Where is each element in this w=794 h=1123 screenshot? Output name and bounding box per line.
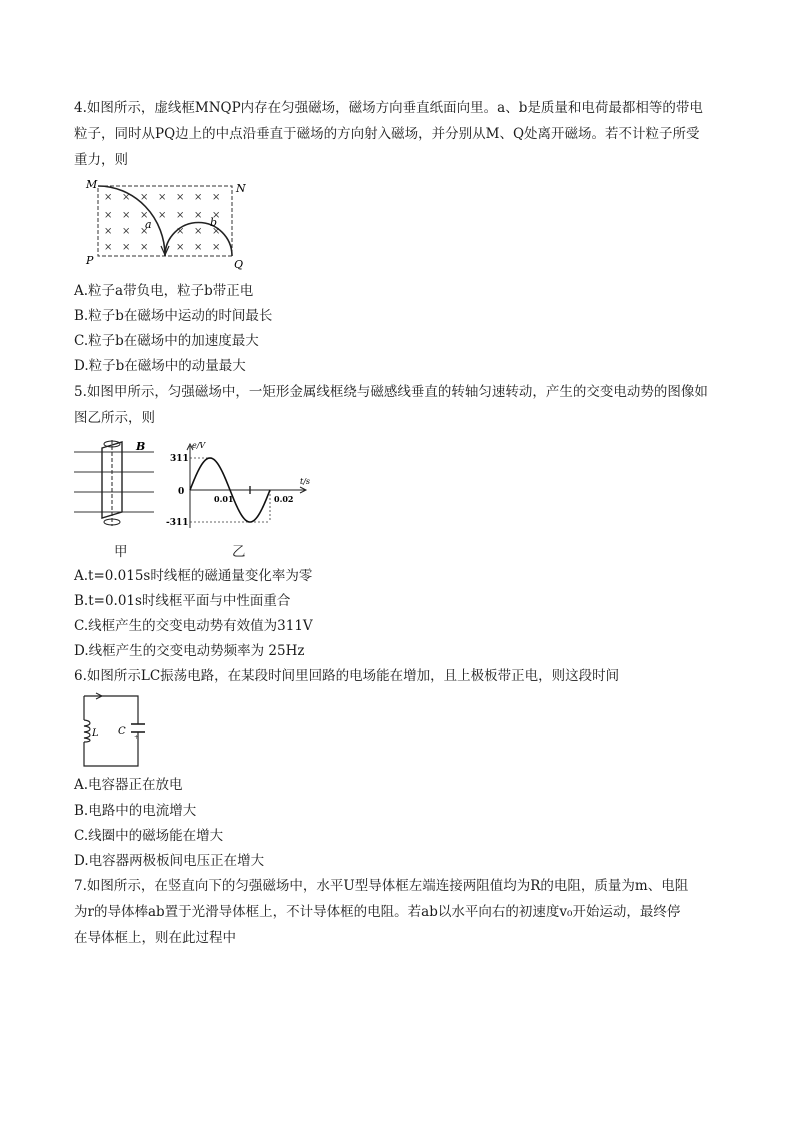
label-N: N: [236, 182, 246, 195]
label-311: 311: [170, 454, 189, 464]
q5-option-a[interactable]: A.t=0.015s时线框的磁通量变化率为零: [74, 568, 313, 584]
svg-text:×: ×: [212, 226, 221, 237]
label-neg-311: -311: [166, 518, 189, 528]
svg-text:+: +: [134, 734, 140, 741]
svg-text:×: ×: [176, 210, 185, 221]
svg-text:×: ×: [122, 242, 131, 253]
label-C: C: [118, 726, 126, 737]
label-b: b: [210, 216, 218, 229]
q4-magnetic-field-figure: [82, 178, 262, 270]
q4-option-a[interactable]: A.粒子a带负电，粒子b带正电: [74, 283, 254, 299]
q5-option-c[interactable]: C.线框产生的交变电动势有效值为311V: [74, 618, 313, 634]
q7-stem-line1: 7.如图所示，在竖直向下的匀强磁场中，水平U型导体框左端连接两阻值均为R的电阻，质量为m、电阻: [74, 878, 689, 894]
q6-lc-circuit-figure: [76, 692, 152, 770]
label-t-seconds: t/s: [300, 477, 311, 486]
inductor-coil: [84, 720, 90, 742]
q6-option-c[interactable]: C.线圈中的磁场能在增大: [74, 828, 224, 844]
q4-stem-line3: 重力，则: [74, 152, 128, 168]
q5-caption-yi: 乙: [232, 544, 246, 560]
label-M: M: [86, 178, 98, 191]
q7-stem-line2: 为r的导体棒ab置于光滑导体框上，不计导体框的电阻。若ab以水平向右的初速度v₀开始运动，最终停: [74, 904, 681, 920]
label-t-001: 0.01: [214, 494, 234, 504]
q4-option-c[interactable]: C.粒子b在磁场中的加速度最大: [74, 333, 259, 349]
svg-text:×: ×: [122, 210, 131, 221]
q5-stem-line1: 5.如图甲所示，匀强磁场中，一矩形金属线框绕与磁感线垂直的转轴匀速转动，产生的交变电动势的图像如: [74, 384, 708, 400]
q4-stem-line2: 粒子，同时从PQ边上的中点沿垂直于磁场的方向射入磁场，并分别从M、Q处离开磁场。若不计粒子所受: [74, 126, 700, 142]
q6-option-b[interactable]: B.电路中的电流增大: [74, 803, 197, 819]
label-L: L: [92, 728, 99, 739]
svg-text:×: ×: [176, 192, 185, 203]
svg-text:×: ×: [194, 210, 203, 221]
q5-caption-jia: 甲: [114, 544, 128, 560]
label-e-volts: e/V: [192, 441, 206, 450]
q4-option-d[interactable]: D.粒子b在磁场中的动量最大: [74, 358, 246, 374]
svg-text:×: ×: [122, 192, 131, 203]
q4-option-b[interactable]: B.粒子b在磁场中运动的时间最长: [74, 308, 273, 324]
q6-stem-line1: 6.如图所示LC振荡电路，在某段时间里回路的电场能在增加，且上极板带正电，则这段时间: [74, 668, 620, 684]
label-B: B: [136, 440, 146, 453]
svg-text:×: ×: [158, 192, 167, 203]
svg-text:×: ×: [158, 210, 167, 221]
label-a: a: [145, 218, 152, 231]
q5-option-d[interactable]: D.线框产生的交变电动势频率为 25Hz: [74, 643, 305, 659]
svg-text:×: ×: [194, 242, 203, 253]
q5-emf-graph: [166, 440, 316, 532]
svg-text:×: ×: [176, 242, 185, 253]
svg-text:×: ×: [104, 210, 113, 221]
svg-text:×: ×: [176, 226, 185, 237]
svg-text:×: ×: [122, 226, 131, 237]
label-Q: Q: [234, 258, 244, 270]
q7-stem-line3: 在导体框上，则在此过程中: [74, 930, 236, 946]
q5-stem-line2: 图乙所示，则: [74, 410, 155, 426]
svg-text:×: ×: [140, 226, 149, 237]
svg-text:×: ×: [140, 210, 149, 221]
svg-text:×: ×: [104, 242, 113, 253]
q5-rotating-coil-figure: [72, 438, 162, 530]
svg-text:×: ×: [194, 226, 203, 237]
svg-text:×: ×: [104, 226, 113, 237]
q4-stem-line1: 4.如图所示，虚线框MNQP内存在匀强磁场，磁场方向垂直纸面向里。a、b是质量和电荷最都相等的带电: [74, 100, 703, 116]
label-t-002: 0.02: [274, 494, 294, 504]
label-zero: 0: [178, 487, 185, 497]
svg-text:×: ×: [140, 192, 149, 203]
svg-text:×: ×: [104, 192, 113, 203]
q6-option-d[interactable]: D.电容器两极板间电压正在增大: [74, 853, 265, 869]
svg-text:×: ×: [140, 242, 149, 253]
svg-text:×: ×: [212, 192, 221, 203]
svg-text:×: ×: [194, 192, 203, 203]
svg-text:×: ×: [212, 242, 221, 253]
label-P: P: [86, 254, 94, 267]
svg-text:×: ×: [212, 210, 221, 221]
q6-option-a[interactable]: A.电容器正在放电: [74, 777, 183, 793]
q5-option-b[interactable]: B.t=0.01s时线框平面与中性面重合: [74, 593, 291, 609]
